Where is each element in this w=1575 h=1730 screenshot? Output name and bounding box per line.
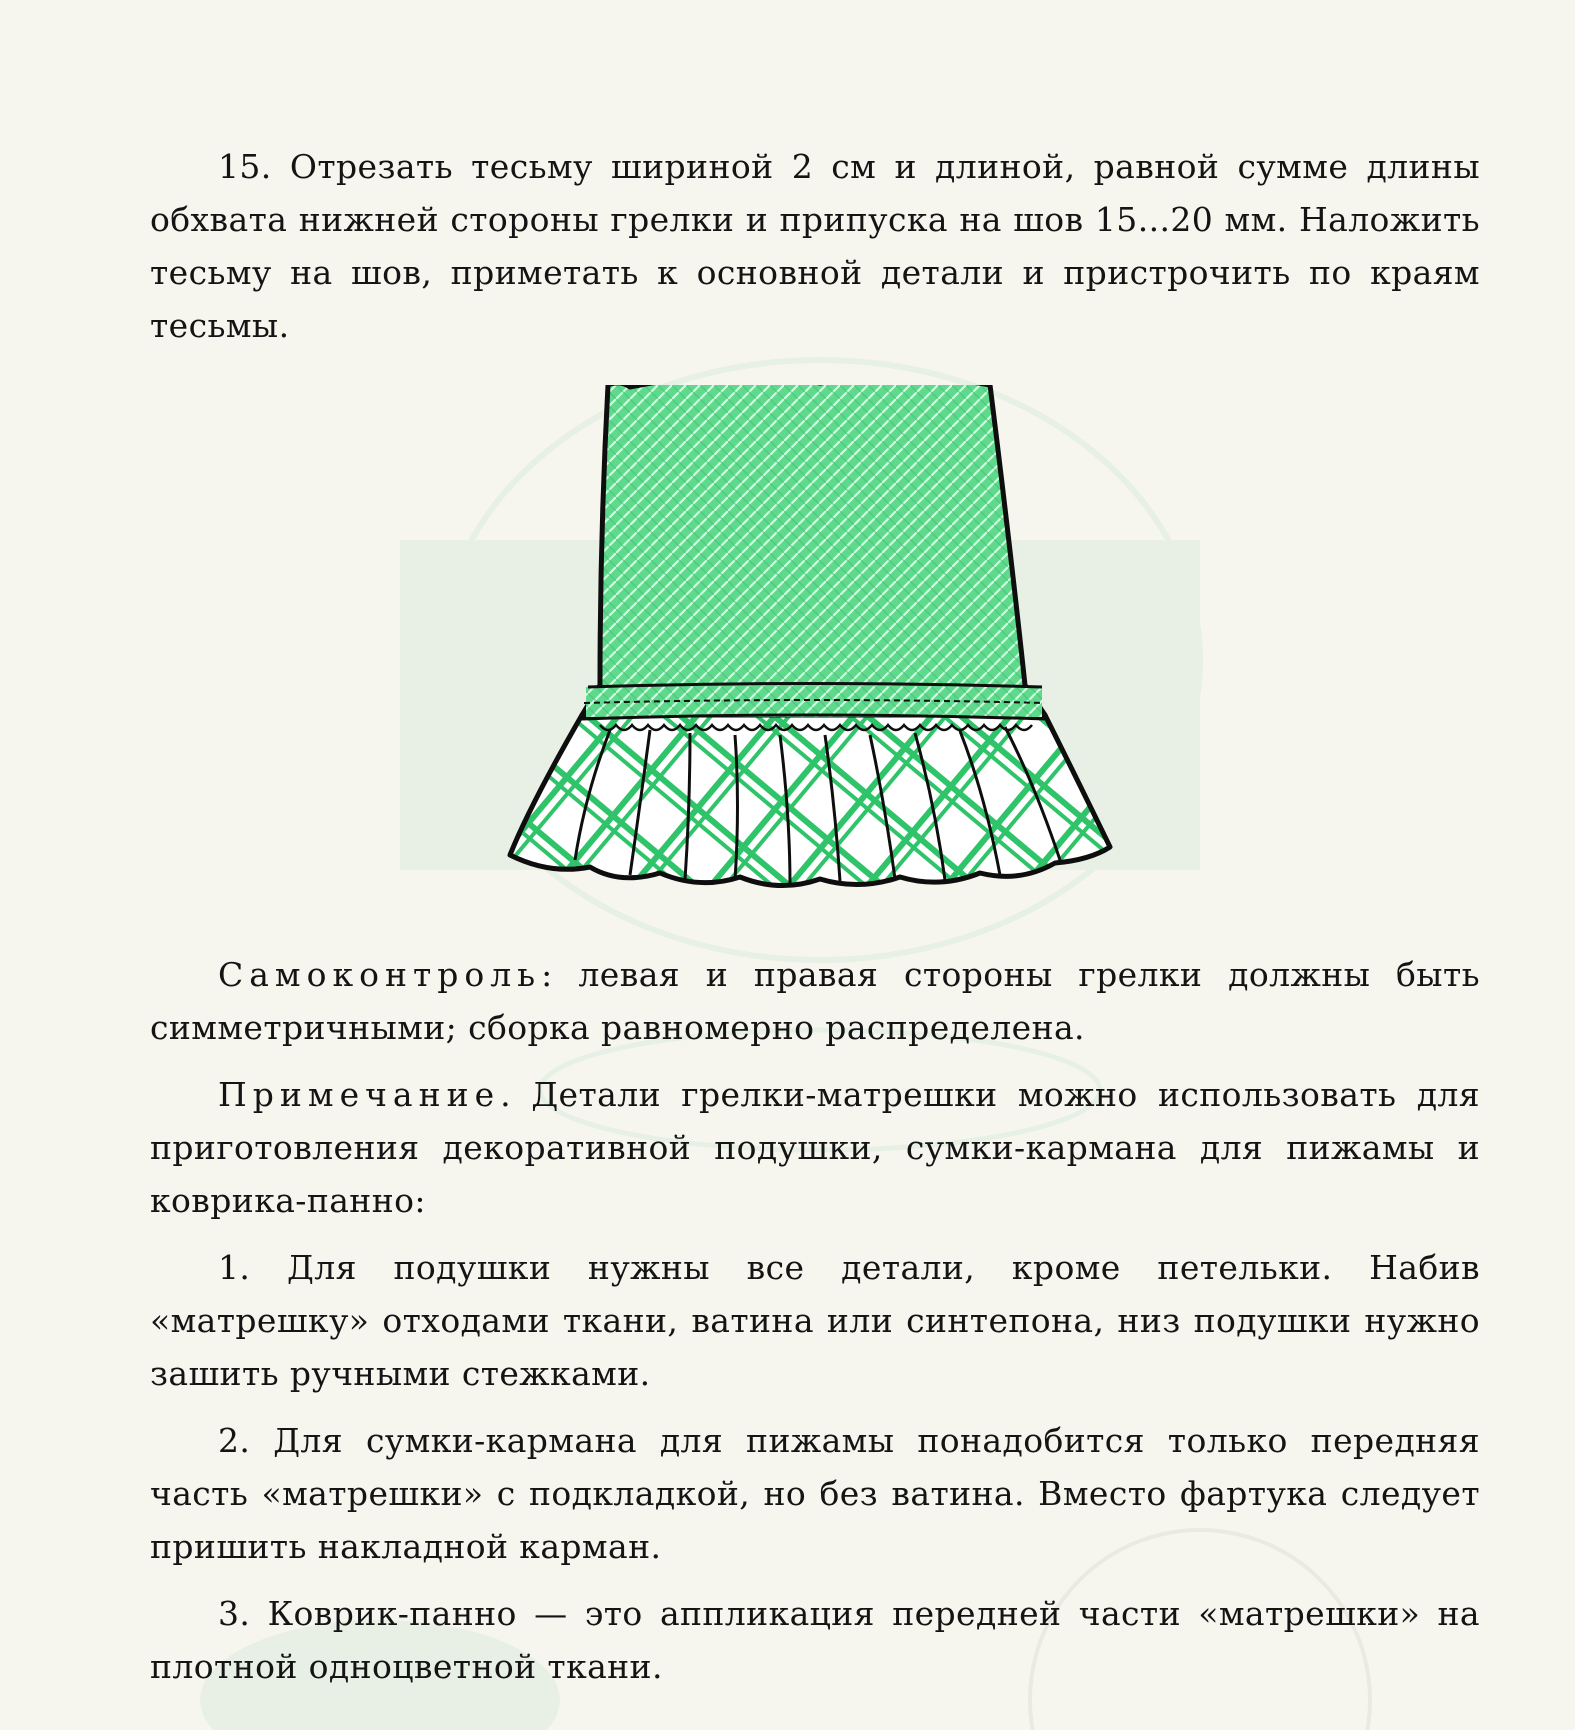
self-control-text: : левая и правая стороны грелки должны быть симметричными; сборка равномерно распределена. [150, 955, 1480, 1047]
skirt-body [582, 385, 1045, 715]
notes-block [150, 948, 1480, 1693]
self-control-paragraph [150, 948, 1480, 1054]
step-15-block [150, 140, 1480, 352]
list-item-3: 3. Коврик-панно — это аппликация передней части «матрешки» на плотной одноцветной ткани. [150, 1594, 1480, 1686]
skirt-ruffle-illustration [490, 385, 1130, 905]
self-control-label: Самоконтроль [218, 955, 542, 994]
note-text: . Детали грелки-матрешки можно использовать для приготовления декоративной подушки, сумки-кармана для пижамы и коврика-панно: [150, 1075, 1480, 1220]
list-item-2: 2. Для сумки-кармана для пижамы понадобится только передняя часть «матрешки» с подкладкой, но без ватина. Вместо фартука следует пришить накладной карман. [150, 1421, 1480, 1566]
list-item-1: 1. Для подушки нужны все детали, кроме петельки. Набив «матрешку» отходами ткани, ватина или синтепона, низ подушки нужно зашить ручными стежками. [150, 1248, 1480, 1393]
note-label: Примечание [218, 1075, 501, 1114]
note-paragraph [150, 1068, 1480, 1227]
ruffle [510, 715, 1110, 886]
step-15-paragraph: 15. Отрезать тесьму шириной 2 см и длиной, равной сумме длины обхвата нижней стороны грелки и припуска на шов 15...20 мм. Наложить тесьму на шов, приметать к основной детали и пристрочить по краям тесьмы. [150, 147, 1480, 345]
